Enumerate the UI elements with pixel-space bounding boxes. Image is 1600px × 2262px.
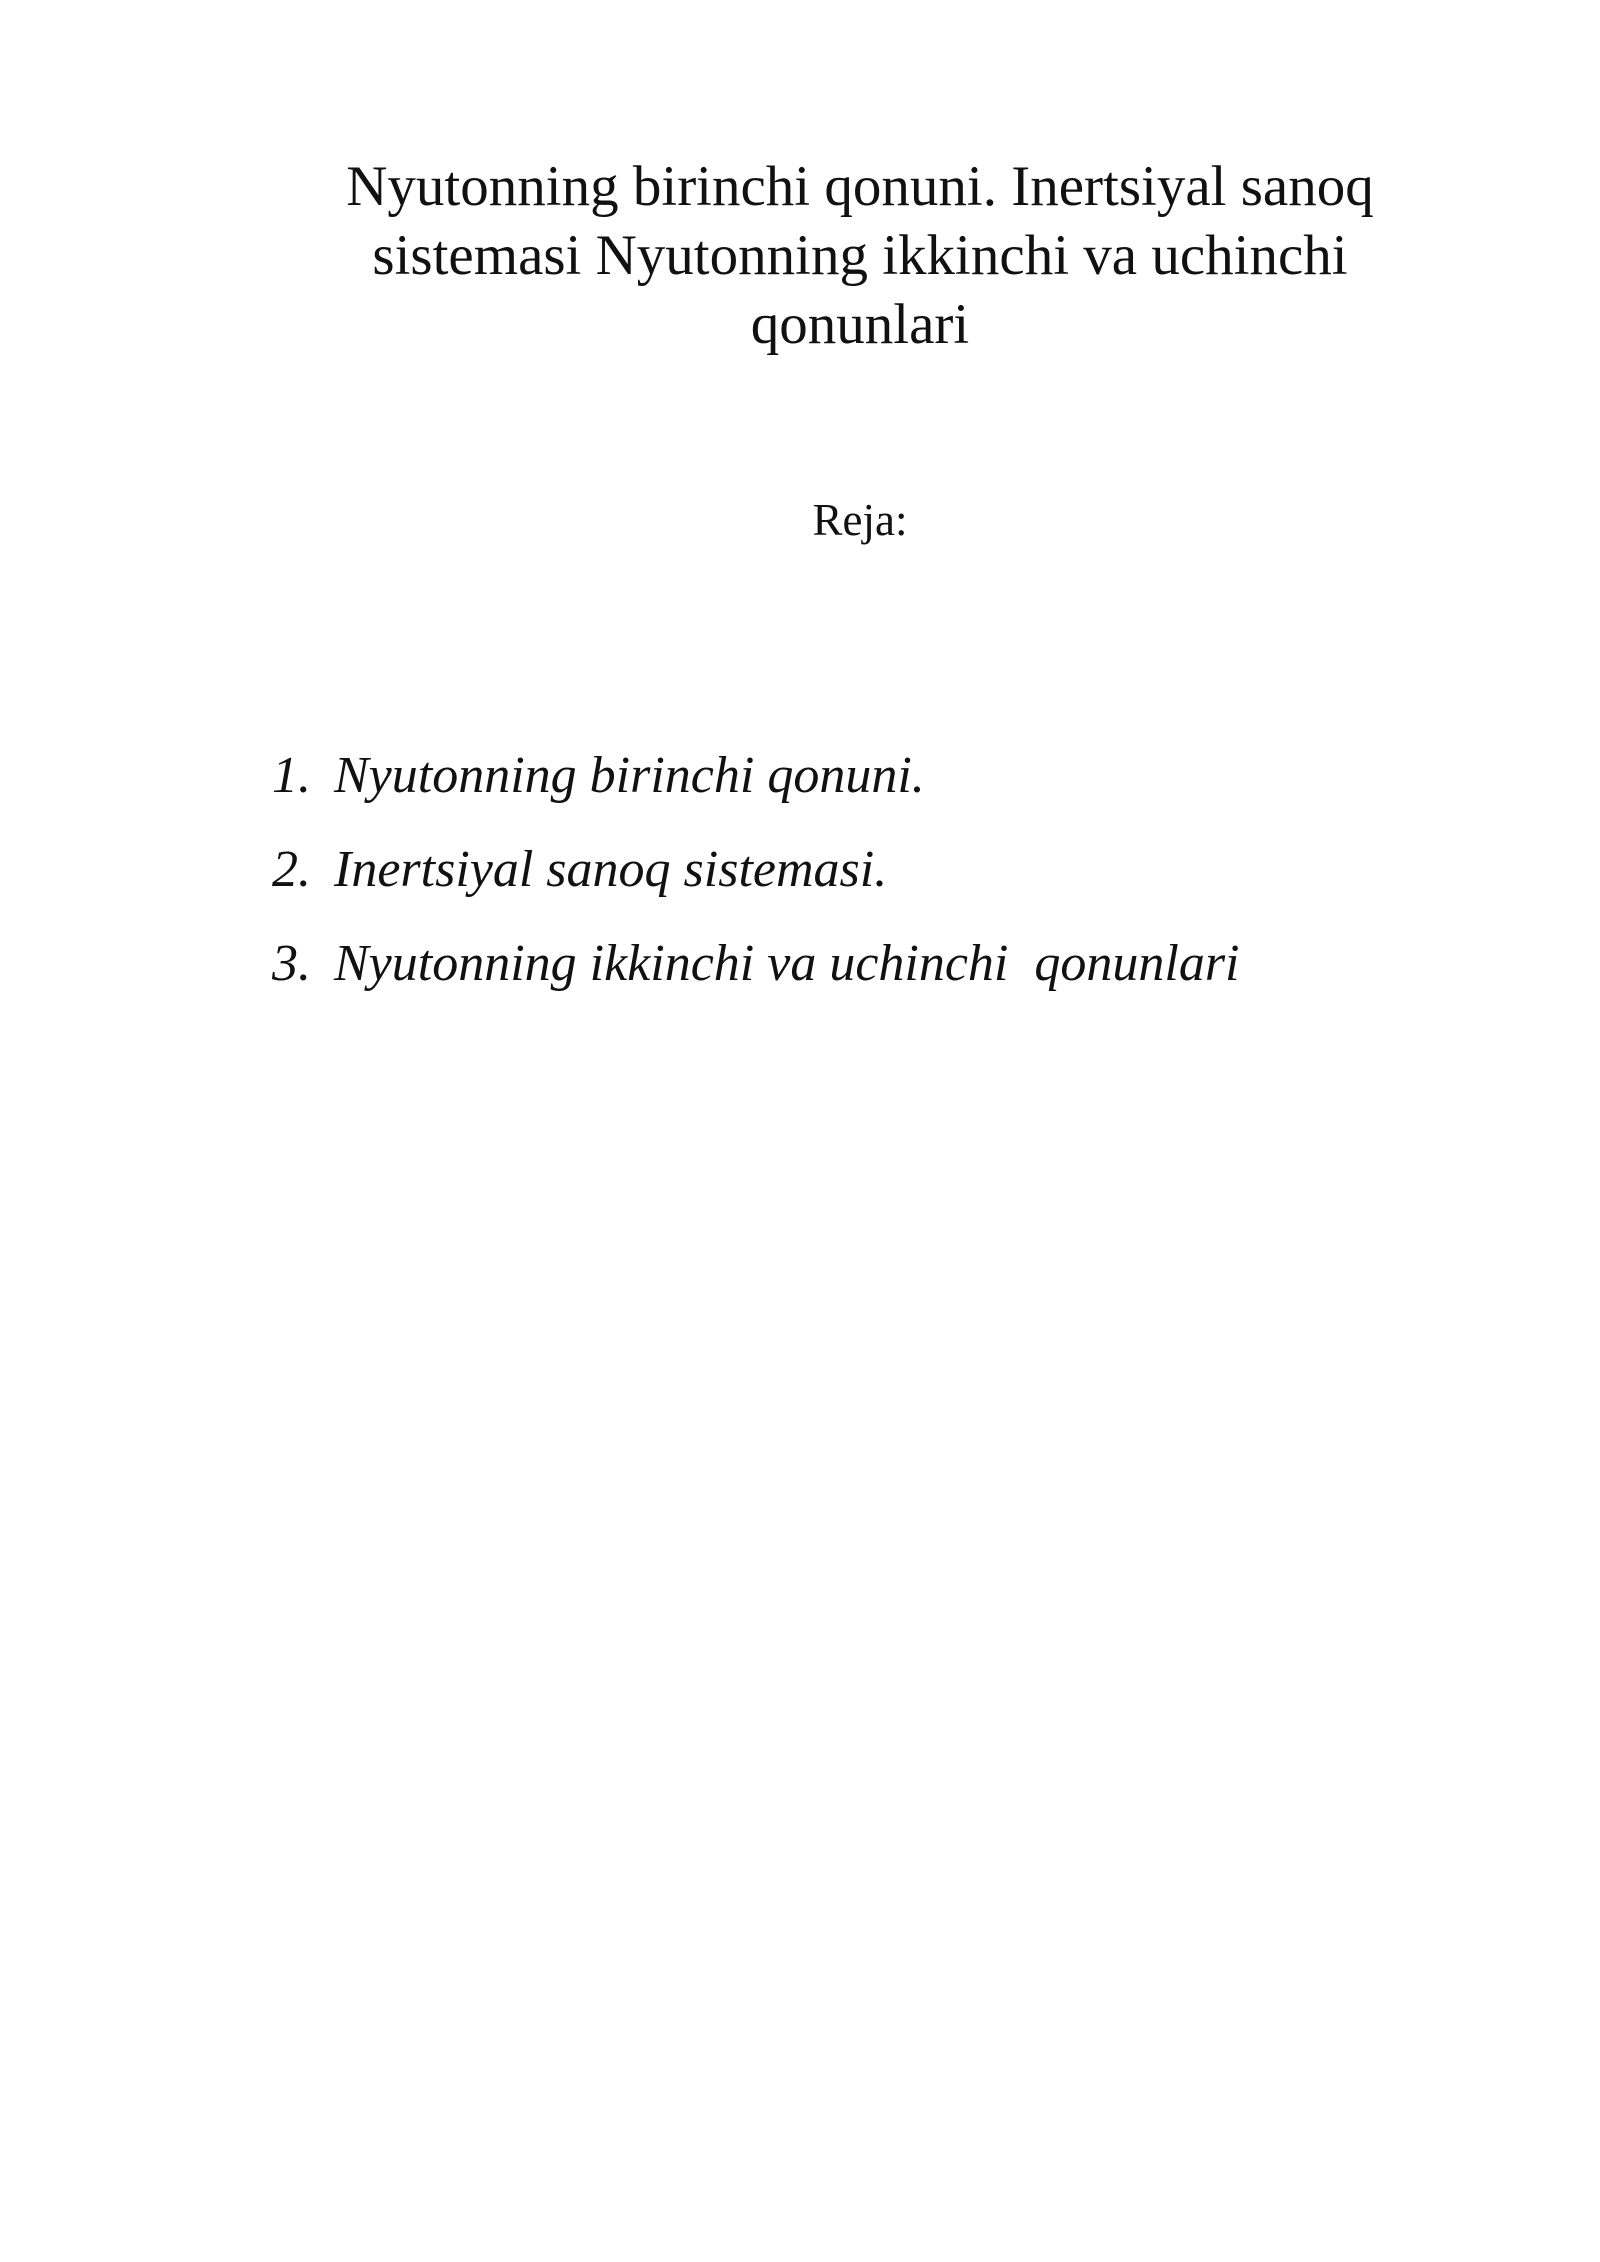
- plan-item: [272, 932, 1472, 1026]
- plan-item-number: 2.: [272, 841, 311, 898]
- plan-item-number: 1.: [272, 747, 311, 804]
- title-line: sistemasi Nyutonning ikkinchi va uchinchi: [372, 224, 1348, 287]
- plan-item-number: 3.: [272, 935, 311, 992]
- plan-heading: Reja:: [812, 495, 908, 545]
- title-line: Nyutonning birinchi qonuni. Inertsiyal sanoq: [346, 155, 1374, 218]
- plan-item: [272, 838, 1472, 932]
- plan-item-text: Inertsiyal sanoq sistemasi.: [334, 841, 888, 898]
- plan-item-text: Nyutonning birinchi qonuni.: [334, 747, 925, 804]
- plan-list: [272, 744, 1472, 1026]
- plan-item-text: Nyutonning ikkinchi va uchinchi qonunlari: [334, 935, 1240, 992]
- document-title: [300, 152, 1420, 359]
- title-line: qonunlari: [750, 293, 970, 356]
- plan-item: [272, 744, 1472, 838]
